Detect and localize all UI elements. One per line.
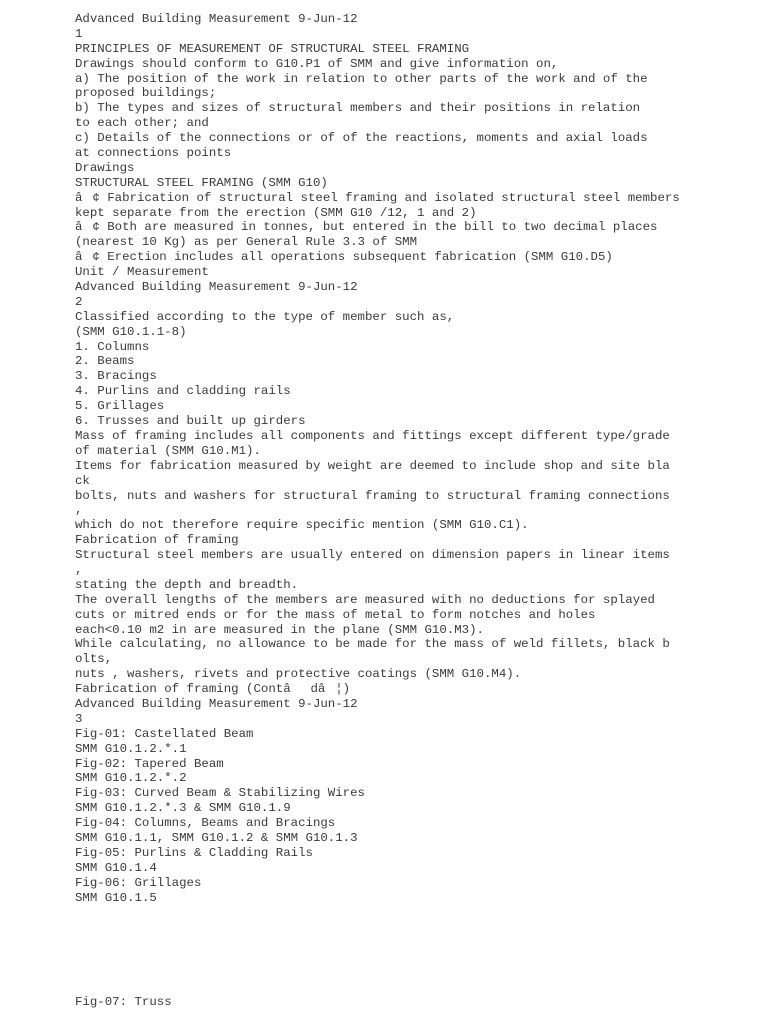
- document-line: 2. Beams: [75, 354, 135, 369]
- document-line: 2: [75, 294, 83, 309]
- document-line: Fig-06: Grillages: [75, 875, 202, 890]
- document-line: cuts or mitred ends or for the mass of metal to form notches and holes: [75, 607, 596, 622]
- document-line: 5. Grillages: [75, 399, 165, 414]
- document-line: â¢ Fabrication of structural steel framing and isolated structural steel members: [75, 190, 680, 205]
- blank-space: [75, 905, 755, 994]
- document-line: SMM G10.1.2.*.2: [75, 771, 187, 786]
- document-line: of material (SMM G10.M1).: [75, 443, 261, 458]
- document-line: Drawings should conform to G10.P1 of SMM and give information on,: [75, 56, 559, 71]
- document-line: (nearest 10 Kg) as per General Rule 3.3 of SMM: [75, 235, 418, 250]
- document-line: 3. Bracings: [75, 369, 157, 384]
- document-line: Mass of framing includes all components and fittings except different type/grade: [75, 428, 670, 443]
- document-line: (SMM G10.1.1-8): [75, 324, 187, 339]
- document-line: SMM G10.1.5: [75, 890, 157, 905]
- document-line: Structural steel members are usually entered on dimension papers in linear items: [75, 548, 670, 563]
- document-line: SMM G10.1.2.*.1: [75, 741, 187, 756]
- document-line: The overall lengths of the members are measured with no deductions for splayed: [75, 592, 655, 607]
- document-line: â¢ Both are measured in tonnes, but entered in the bill to two decimal places: [75, 220, 658, 235]
- document-line: at connections points: [75, 146, 232, 161]
- document-line: ,: [75, 503, 83, 518]
- document-line: 4. Purlins and cladding rails: [75, 384, 291, 399]
- document-line: 6. Trusses and built up girders: [75, 414, 306, 429]
- document-body: [75, 12, 755, 1010]
- document-line: ck: [75, 473, 90, 488]
- document-line: SMM G10.1.4: [75, 860, 157, 875]
- document-line: ,: [75, 562, 83, 577]
- document-line: PRINCIPLES OF MEASUREMENT OF STRUCTURAL STEEL FRAMING: [75, 41, 470, 56]
- document-line: 1. Columns: [75, 339, 150, 354]
- document-line: Classified according to the type of member such as,: [75, 309, 455, 324]
- document-line: kept separate from the erection (SMM G10 /12, 1 and 2): [75, 205, 477, 220]
- document-line: Advanced Building Measurement 9-Jun-12: [75, 696, 358, 711]
- document-line: Fig-03: Curved Beam & Stabilizing Wires: [75, 786, 365, 801]
- document-line: proposed buildings;: [75, 86, 217, 101]
- document-line: Fig-04: Columns, Beams and Bracings: [75, 816, 336, 831]
- document-line: which do not therefore require specific mention (SMM G10.C1).: [75, 518, 529, 533]
- document-line: b) The types and sizes of structural members and their positions in relation: [75, 101, 641, 116]
- document-line: Items for fabrication measured by weight are deemed to include shop and site bla: [75, 458, 670, 473]
- document-line: SMM G10.1.1, SMM G10.1.2 & SMM G10.1.3: [75, 830, 358, 845]
- document-line: Drawings: [75, 160, 135, 175]
- document-line: each<0.10 m2 in are measured in the plane (SMM G10.M3).: [75, 622, 484, 637]
- document-line: stating the depth and breadth.: [75, 577, 299, 592]
- document-line: to each other; and: [75, 116, 209, 131]
- document-line: 1: [75, 26, 83, 41]
- document-line: Fig-05: Purlins & Cladding Rails: [75, 845, 313, 860]
- document-text-block: [75, 12, 755, 905]
- document-line: Fig-02: Tapered Beam: [75, 756, 224, 771]
- document-line: Unit / Measurement: [75, 265, 209, 280]
- document-line: nuts , washers, rivets and protective coatings (SMM G10.M4).: [75, 667, 522, 682]
- document-line: SMM G10.1.2.*.3 & SMM G10.1.9: [75, 801, 291, 816]
- document-line: Fig-01: Castellated Beam: [75, 726, 254, 741]
- document-line: Advanced Building Measurement 9-Jun-12: [75, 280, 358, 295]
- document-line: Advanced Building Measurement 9-Jun-12: [75, 12, 358, 26]
- document-line-last: Fig-07: Truss: [75, 994, 172, 1009]
- document-line: 3: [75, 711, 83, 726]
- document-line: STRUCTURAL STEEL FRAMING (SMM G10): [75, 175, 328, 190]
- document-line: â¢ Erection includes all operations subsequent fabrication (SMM G10.D5): [75, 250, 613, 265]
- document-line: Fabrication of framing (Contâdâ¦): [75, 682, 351, 697]
- document-line: a) The position of the work in relation to other parts of the work and of the: [75, 71, 648, 86]
- document-line: c) Details of the connections or of of the reactions, moments and axial loads: [75, 131, 648, 146]
- document-line: Fabrication of framing: [75, 533, 239, 548]
- document-line: bolts, nuts and washers for structural framing to structural framing connections: [75, 488, 670, 503]
- document-line: While calculating, no allowance to be made for the mass of weld fillets, black b: [75, 637, 670, 652]
- document-line: olts,: [75, 652, 113, 667]
